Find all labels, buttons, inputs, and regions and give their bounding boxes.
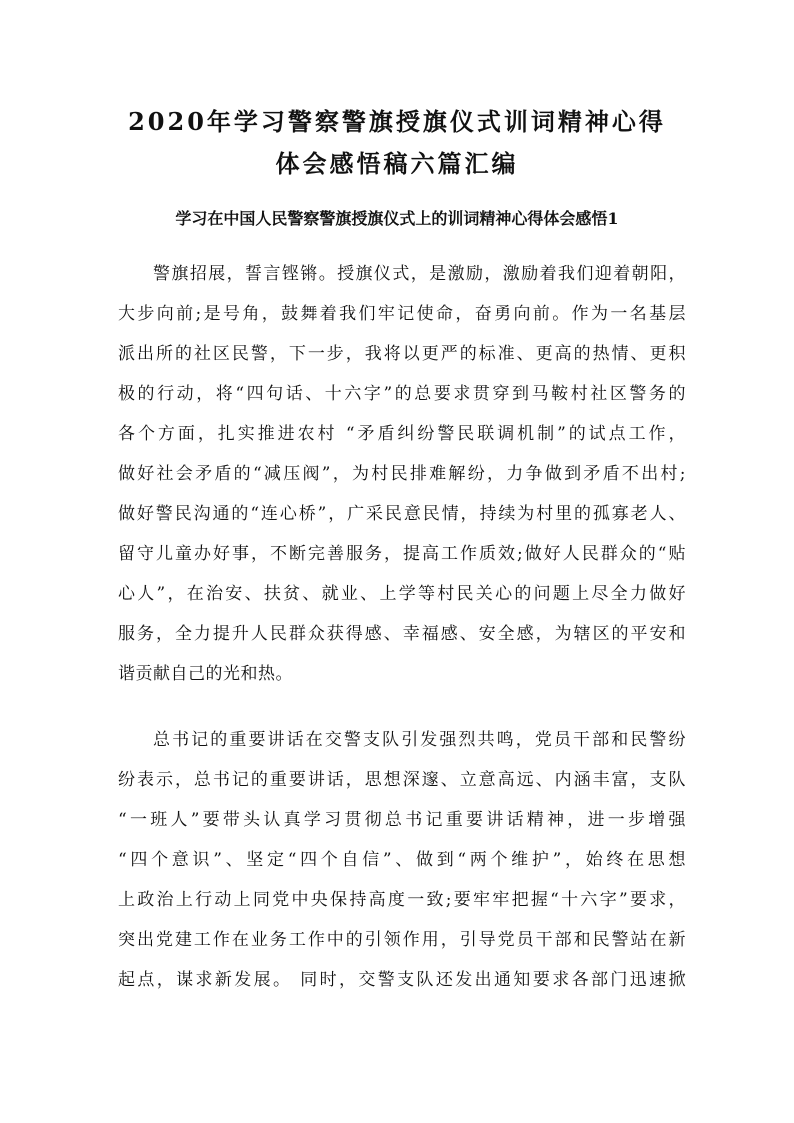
paragraph-line: 做好社会矛盾的“减压阀”，为村民排难解纷，力争做到矛盾不出村; <box>118 464 686 484</box>
paragraph-line: 服务，全力提升人民群众获得感、幸福感、安全感，为辖区的平安和 <box>118 624 686 644</box>
paragraph-1 <box>118 254 686 694</box>
paragraph-line: 极的行动，将“四句话、十六字”的总要求贯穿到马鞍村社区警务的 <box>118 384 686 404</box>
paragraph-line: 纷表示，总书记的重要讲话，思想深邃、立意高远、内涵丰富，支队 <box>118 770 686 790</box>
paragraph-2 <box>118 720 686 1000</box>
paragraph-line: 心人”，在治安、扶贫、就业、上学等村民关心的问题上尽全力做好 <box>118 584 686 604</box>
document-title-line-1: 2020年学习警察警旗授旗仪式训词精神心得 <box>128 107 666 136</box>
paragraph-line: 派出所的社区民警，下一步，我将以更严的标准、更高的热情、更积 <box>118 344 686 364</box>
paragraph-line: “四个意识”、坚定“四个自信”、做到“两个维护”，始终在思想 <box>118 850 686 870</box>
paragraph-line: “一班人”要带头认真学习贯彻总书记重要讲话精神，进一步增强 <box>118 810 686 830</box>
paragraph-line: 上政治上行动上同党中央保持高度一致;要牢牢把握“十六字”要求， <box>118 890 686 910</box>
paragraph-line: 警旗招展，誓言铿锵。授旗仪式，是激励，激励着我们迎着朝阳， <box>153 264 686 284</box>
paragraph-line: 大步向前;是号角，鼓舞着我们牢记使命，奋勇向前。作为一名基层 <box>118 304 686 324</box>
section-heading: 学习在中国人民警察警旗授旗仪式上的训词精神心得体会感悟1 <box>175 209 619 228</box>
paragraph-line: 留守儿童办好事，不断完善服务，提高工作质效;做好人民群众的“贴 <box>118 544 686 564</box>
paragraph-line: 各个方面，扎实推进农村 “矛盾纠纷警民联调机制”的试点工作， <box>118 424 686 444</box>
paragraph-line: 谐贡献自己的光和热。 <box>118 664 293 684</box>
paragraph-line: 突出党建工作在业务工作中的引领作用，引导党员干部和民警站在新 <box>118 930 686 950</box>
document-title-line-2: 体会感悟稿六篇汇编 <box>275 149 519 178</box>
paragraph-line: 起点，谋求新发展。 同时，交警支队还发出通知要求各部门迅速掀 <box>118 970 686 990</box>
paragraph-line: 做好警民沟通的“连心桥”，广采民意民情，持续为村里的孤寡老人、 <box>118 504 686 524</box>
paragraph-line: 总书记的重要讲话在交警支队引发强烈共鸣，党员干部和民警纷 <box>153 730 686 750</box>
